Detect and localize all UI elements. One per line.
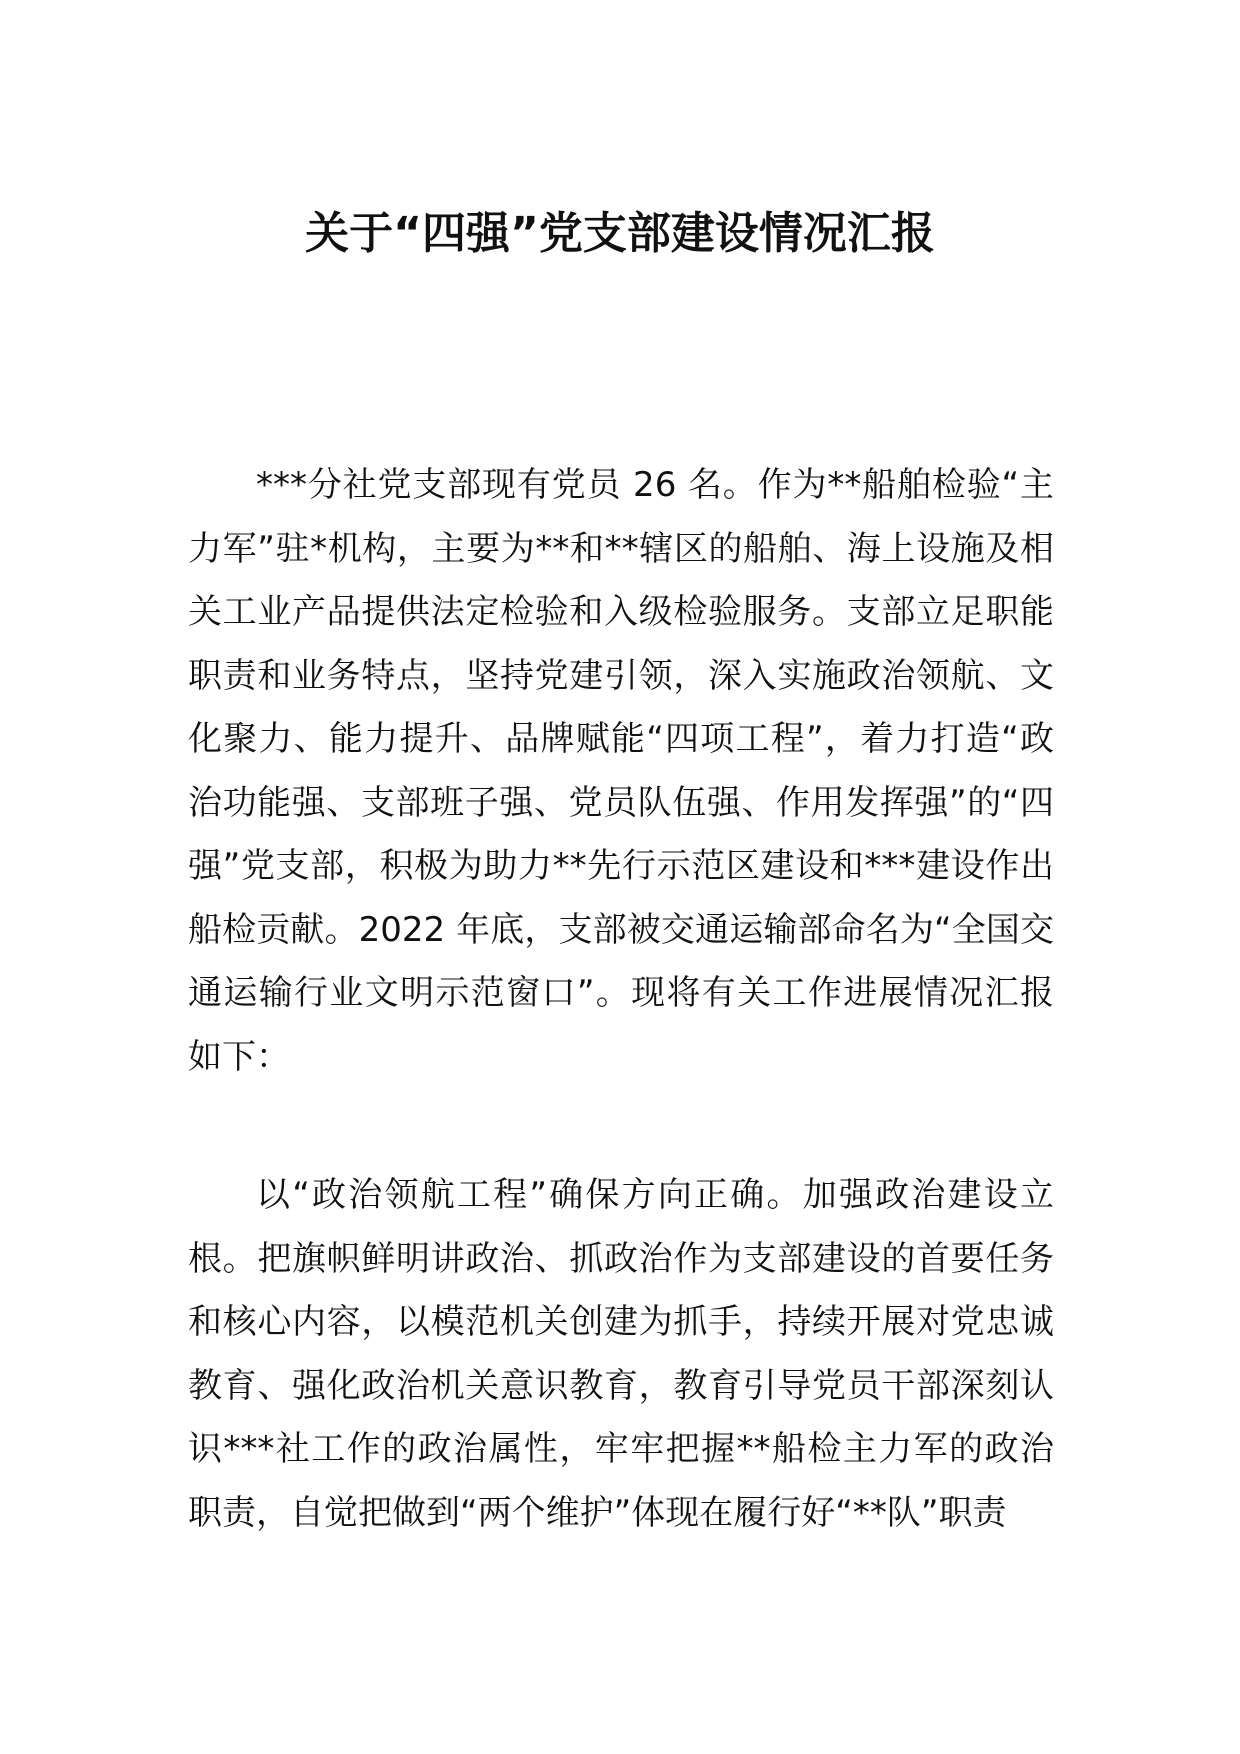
body-paragraph-political-leadership: 以“政治领航工程”确保方向正确。加强政治建设立根。把旗帜鲜明讲政治、抓政治作为支部建设的首要任务和核心内容，以模范机关创建为抓手，持续开展对党忠诚教育、强化政治机关意识教育，教育引导党员干部深刻认识***社工作的政治属性，牢牢把握**船检主力军的政治职责，自觉把做到“两个维护”体现在履行好“**队”职责 bbox=[188, 1175, 1054, 1533]
document-title: 关于“四强”党支部建设情况汇报 bbox=[305, 208, 935, 259]
body-paragraph-intro: ***分社党支部现有党员 26 名。作为**船舶检验“主力军”驻*机构，主要为**和**辖区的船舶、海上设施及相关工业产品提供法定检验和入级检验服务。支部立足职能职责和业务特点，坚持党建引领，深入实施政治领航、文化聚力、能力提升、品牌赋能“四项工程”，着力打造“政治功能强、支部班子强、党员队伍强、作用发挥强”的“四强”党支部，积极为助力**先行示范区建设和***建设作出船检贡献。2022 年底，支部被交通运输部命名为“全国交通运输行业文明示范窗口”。现将有关工作进展情况汇报如下： bbox=[188, 465, 1054, 1077]
